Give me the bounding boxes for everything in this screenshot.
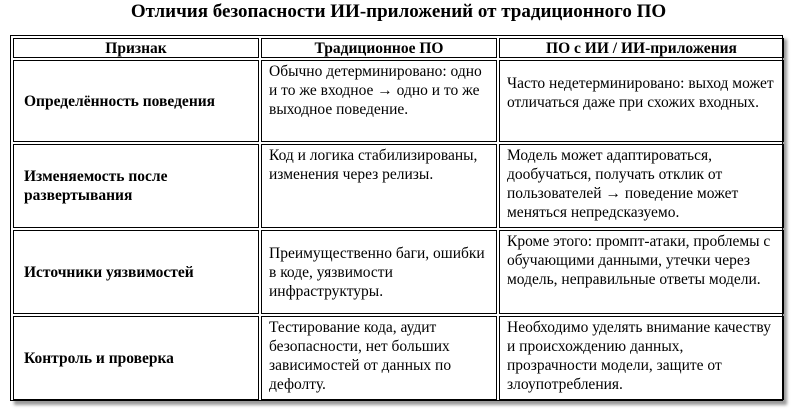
- row-feature: Контроль и проверка: [13, 316, 259, 400]
- row-ai: Кроме этого: промпт-атаки, проблемы с обучающими данными, утечки через модель, неправильные ответы модели.: [499, 230, 784, 314]
- header-traditional: Традиционное ПО: [261, 38, 497, 58]
- row-ai: Необходимо уделять внимание качеству и происхождению данных, прозрачности модели, защите от злоупотребления.: [499, 316, 784, 400]
- row-ai: Модель может адаптироваться, дообучаться, получать отклик от пользователей → поведение может меняться непредсказуемо.: [499, 144, 784, 228]
- row-feature: Изменяемость после развертывания: [13, 144, 259, 228]
- page-title: Отличия безопасности ИИ-приложений от традиционного ПО: [130, 1, 667, 22]
- row-traditional: Обычно детерминировано: одно и то же входное → одно и то же выходное поведение.: [261, 60, 497, 142]
- header-ai: ПО с ИИ / ИИ-приложения: [499, 38, 784, 58]
- table-row: [13, 144, 784, 228]
- row-traditional: Преимущественно баги, ошибки в коде, уязвимости инфраструктуры.: [261, 230, 497, 314]
- header-feature: Признак: [13, 38, 259, 58]
- table-header-row: [13, 38, 784, 58]
- row-feature: Определённость поведения: [13, 60, 259, 142]
- table-row: [13, 60, 784, 142]
- row-feature: Источники уязвимостей: [13, 230, 259, 314]
- table-row: [13, 230, 784, 314]
- row-ai: Часто недетерминировано: выход может отличаться даже при схожих входных.: [499, 60, 784, 142]
- table-row: [13, 316, 784, 400]
- comparison-table: [10, 35, 783, 401]
- row-traditional: Тестирование кода, аудит безопасности, нет больших зависимостей от данных по дефолту.: [261, 316, 497, 400]
- row-traditional: Код и логика стабилизированы, изменения через релизы.: [261, 144, 497, 228]
